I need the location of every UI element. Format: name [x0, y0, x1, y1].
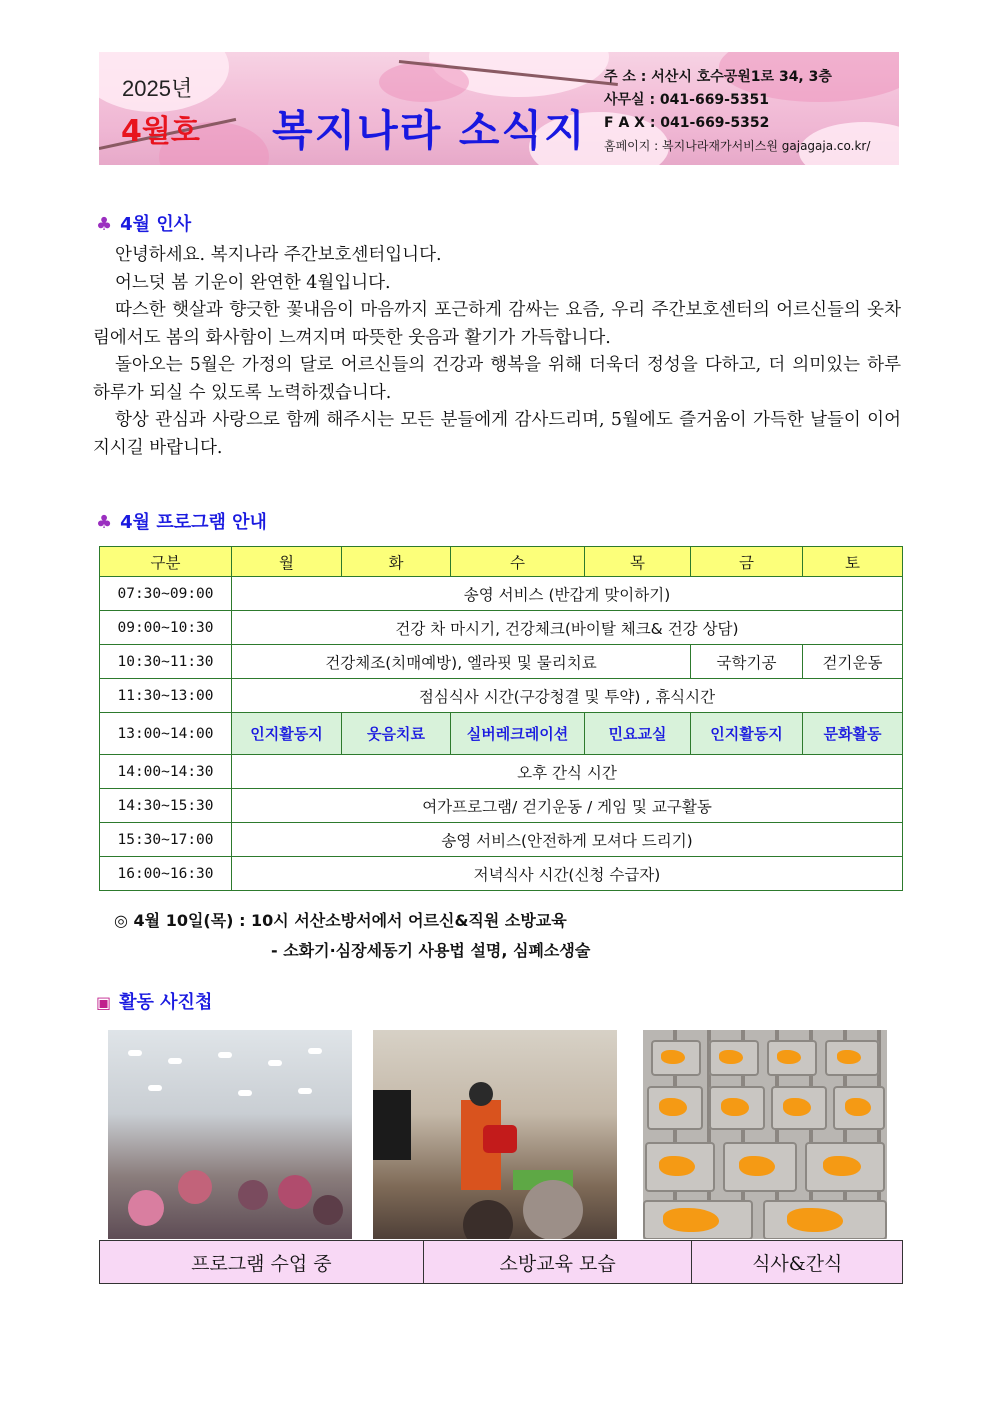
calendar-icon: ▣ — [96, 993, 112, 1012]
schedule-cell: 저녁식사 시간(신청 수급자) — [232, 857, 903, 891]
table-row — [100, 857, 903, 891]
issue-year: 2025년 — [122, 76, 193, 101]
greeting-heading: ♣ 4월 인사 — [96, 214, 192, 235]
table-row — [100, 577, 903, 611]
notice-line: ◎ 4월 10일(목) : 10시 서산소방서에서 어르신&직원 소방교육 — [114, 911, 567, 930]
schedule-cell: 건강 차 마시기, 건강체크(바이탈 체크& 건강 상담) — [232, 611, 903, 645]
column-header: 수 — [451, 547, 585, 577]
table-row — [100, 755, 903, 789]
greeting-paragraph: 안녕하세요. 복지나라 주간보호센터입니다. — [115, 245, 442, 265]
photo-album-heading: ▣ 활동 사진첩 — [96, 992, 213, 1013]
issue-number: 4월호 — [121, 114, 200, 149]
fire-education-notice — [114, 906, 590, 966]
schedule-cell: 점심식사 시간(구강청결 및 투약) , 휴식시간 — [232, 679, 903, 713]
greeting-paragraph: 어느덧 봄 기운이 완연한 4월입니다. — [115, 272, 391, 293]
table-row — [100, 789, 903, 823]
photo-meal-snack — [643, 1030, 887, 1239]
activity-cell-thu: 민요교실 — [585, 713, 691, 755]
time-cell: 09:00~10:30 — [100, 611, 232, 645]
time-cell: 16:00~16:30 — [100, 857, 232, 891]
fax-number: F A X : 041-669-5352 — [604, 115, 770, 131]
column-header: 구분 — [100, 547, 232, 577]
table-header-row — [100, 547, 903, 577]
notice-detail: - 소화기·심장세동기 사용법 설명, 심폐소생술 — [271, 941, 591, 960]
table-row — [100, 713, 903, 755]
program-schedule-table — [99, 546, 903, 891]
caption-fire-education: 소방교육 모습 — [423, 1241, 692, 1284]
table-row — [100, 611, 903, 645]
activity-cell-tue: 웃음치료 — [342, 713, 451, 755]
column-header: 월 — [232, 547, 342, 577]
photo-program-class — [108, 1030, 352, 1239]
schedule-cell: 오후 간식 시간 — [232, 755, 903, 789]
time-cell: 14:00~14:30 — [100, 755, 232, 789]
greeting-paragraph: 돌아오는 5월은 가정의 달로 어르신들의 건강과 행복을 위해 더욱더 정성을 다하고, 더 의미있는 하루 하루가 되실 수 있도록 노력하겠습니다. — [93, 355, 901, 403]
caption-program-class: 프로그램 수업 중 — [100, 1241, 424, 1284]
contact-info — [604, 66, 870, 158]
table-row — [100, 823, 903, 857]
program-heading: ♣ 4월 프로그램 안내 — [96, 512, 267, 533]
photo-caption-table — [99, 1240, 903, 1284]
time-cell: 13:00~14:00 — [100, 713, 232, 755]
table-row — [100, 679, 903, 713]
schedule-cell: 송영 서비스(안전하게 모셔다 드리기) — [232, 823, 903, 857]
address: 주 소 : 서산시 호수공원1로 34, 3층 — [604, 69, 832, 85]
column-header: 목 — [585, 547, 691, 577]
time-cell: 07:30~09:00 — [100, 577, 232, 611]
greeting-paragraph: 따스한 햇살과 향긋한 꽃내음이 마음까지 포근하게 감싸는 요즘, 우리 주간보호센터의 어르신들의 옷차림에서도 봄의 화사함이 느껴지며 따뜻한 웃음과 활기가 가득합니다. — [93, 300, 901, 348]
club-icon: ♣ — [96, 512, 113, 533]
time-cell: 15:30~17:00 — [100, 823, 232, 857]
friday-cell: 국학기공 — [691, 645, 803, 679]
activity-cell-mon: 인지활동지 — [232, 713, 342, 755]
column-header: 금 — [691, 547, 803, 577]
photo-fire-education — [373, 1030, 617, 1239]
homepage-link[interactable]: 홈페이지 : 복지나라재가서비스원 gajagaja.co.kr/ — [604, 139, 871, 153]
table-row — [100, 645, 903, 679]
saturday-cell: 걷기운동 — [803, 645, 903, 679]
schedule-cell: 건강체조(치매예방), 엘라핏 및 물리치료 — [232, 645, 691, 679]
greeting-text — [93, 242, 901, 462]
caption-meal-snack: 식사&간식 — [692, 1241, 903, 1284]
header-banner — [99, 52, 899, 165]
column-header: 토 — [803, 547, 903, 577]
activity-cell-fri: 인지활동지 — [691, 713, 803, 755]
club-icon: ♣ — [96, 214, 113, 235]
newsletter-title: 복지나라 소식지 — [272, 106, 587, 155]
greeting-paragraph: 항상 관심과 사랑으로 함께 해주시는 모든 분들에게 감사드리며, 5월에도 즐거움이 가득한 날들이 이어지시길 바랍니다. — [93, 410, 901, 458]
schedule-cell: 송영 서비스 (반갑게 맞이하기) — [232, 577, 903, 611]
schedule-cell: 여가프로그램/ 걷기운동 / 게임 및 교구활동 — [232, 789, 903, 823]
office-phone: 사무실 : 041-669-5351 — [604, 92, 769, 108]
time-cell: 10:30~11:30 — [100, 645, 232, 679]
time-cell: 14:30~15:30 — [100, 789, 232, 823]
activity-cell-wed: 실버레크레이션 — [451, 713, 585, 755]
activity-cell-sat: 문화활동 — [803, 713, 903, 755]
time-cell: 11:30~13:00 — [100, 679, 232, 713]
column-header: 화 — [342, 547, 451, 577]
